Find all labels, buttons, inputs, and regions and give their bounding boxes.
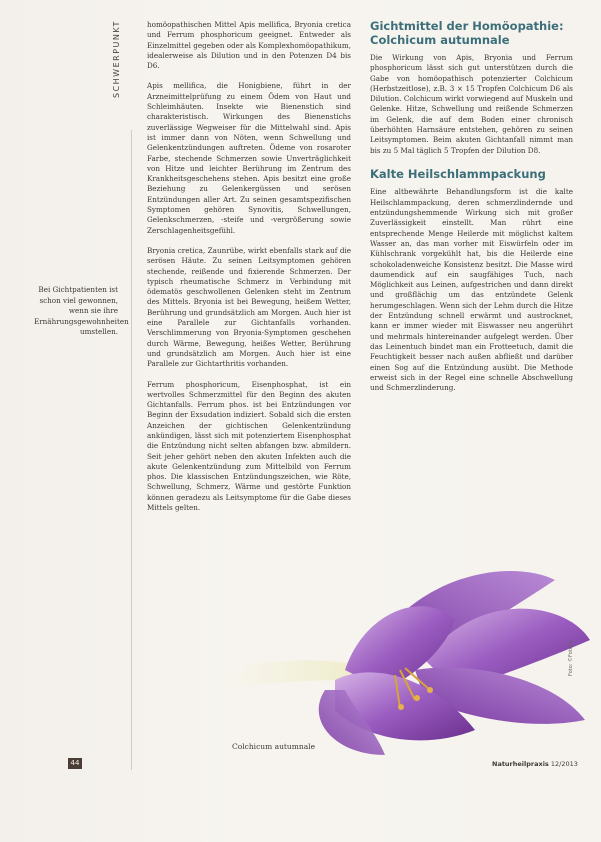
photo-credit: Foto: ©Fotolia [568, 640, 574, 676]
column-divider [131, 130, 132, 770]
heading-gichtmittel-line2: Colchicum autumnale [370, 32, 510, 47]
right-paragraph-1: Die Wirkung von Apis, Bryonia und Ferrum phosphoricum lässt sich gut unterstützen durch die Gabe von homöopathisch potenzierter Colchicum (Herbstzeitlose), z.B. 3 × 15 Tropfen Colchicum D6 als Dilution. Colchicum wirkt vorwiegend auf Muskeln und Gelenke. Hitze, Schwellung und reißende Schmerzen im Gelenk, die auf dem Boden einer chronisch überhöhten Harnsäure entstehen, gehören zu seinen Leitsymptomen. Beim akuten Gichtanfall nimmt man bis zu 5 Mal täglich 5 Tropfen der Dilution D8. [370, 53, 573, 155]
left-paragraph-3: Bryonia cretica, Zaunrübe, wirkt ebenfalls stark auf die serösen Häute. Zu seinen Leitsymptomen gehören stechende, reißende und fixierende Schmerzen. Der typisch rheumatische Schmerz in Verbindung mit ödematös geschwollenen Gelenken steht im Zentrum des Mittels. Bryonia ist bei Bewegung, heißem Wetter, Berührung und grundsätzlich am Morgen. Auch hier ist eine Parallele zur Gichtanfalls vorhanden. Verschlimmerung von Bryonia-Symptomen geschehen durch Wärme, Bewegung, heißes Wetter, Berührung und grundsätzlich am Morgen. Auch hier ist eine Parallele zur Gichtarthritis vorhanden. [147, 245, 351, 369]
left-paragraph-2: Apis mellifica, die Honigbiene, führt in der Arzneimittelprüfung zu einem Ödem von Haut und Schleimhäuten. Insekte wie Bienenstich sind charakteristisch. Wirkungen des Bienenstichs zuverlässige Wegweiser für die Mittelwahl sind. Apis ist immer dann von Nöten, wenn Schwellung und Gelenkentzündungen auftreten. Ödeme von rosaroter Farbe, stechende Schmerzen sowie Unverträglichkeit von Hitze und leichter Berührung im Zentrum des Krankheitsgeschehens stehen. Apis besitzt eine große Beziehung zu Gelenkergüssen und serösen Entzündungen aller Art. Zu seinen gesamtspezifischen Symptomen gehören Synovitis, Schwellungen, Gelenkschmerzen, -steife und -vergrößerung sowie Zerschlagenheitsgefühl. [147, 81, 351, 235]
left-column [147, 20, 351, 523]
heading-gichtmittel [370, 20, 573, 47]
footer [492, 760, 578, 768]
page-number: 44 [68, 758, 82, 769]
section-label: SCHWERPUNKT [112, 20, 121, 98]
right-paragraph-2: Eine altbewährte Behandlungsform ist die kalte Heilschlammpackung, deren schmerzlindernde und entzündungshemmende Wirkung sich mit großer Zuverlässigkeit einstellt. Man rührt eine entsprechende Menge Heilerde mit möglichst kaltem Wasser an, das man vorher mit Eiswürfeln oder im Kühlschrank vorgekühlt hat, bis die Heilerde eine schokoladenweiche Konsistenz besitzt. Die Masse wird daumendick auf ein saugfähiges Tuch, nach Möglichkeit aus Leinen, aufgestrichen und dann direkt und großflächig um das entzündete Gelenk herumgeschlagen. Wenn sich der Lehm durch die Hitze der Entzündung schnell erwärmt und austrocknet, kann er immer wieder mit Eiswasser neu angerührt und mehrmals hintereinander aufgelegt werden. Über das Leinentuch bindet man ein Frotteetuch, damit die Feuchtigkeit besser nach außen abfließt und darüber einen Sog auf die Entzündung ausübt. Die Methode erweist sich in der Regel eine schnelle Abschwellung und Schmerzlinderung. [370, 187, 573, 393]
left-paragraph-4: Ferrum phosphoricum, Eisenphosphat, ist ein wertvolles Schmerzmittel für den Beginn des akuten Gichtanfalls. Ferrum phos. ist bei Entzündungen vor Beginn der Exsudation indiziert. Sobald sich die ersten Anzeichen der gichtischen Gelenkentzündung ankündigen, lässt sich mit potenziertem Eisenphosphat die Entzündung nicht selten abfangen bzw. abmildern. Seit jeher gehört neben den akuten Infekten auch die akute Gelenkentzündung zum Mittelbild von Ferrum phos. Die klassischen Entzündungszeichen, wie Röte, Schwellung, Schmerz, Wärme und gestörte Funktion können geradezu als Leitsymptome für die Gabe dieses Mittels gelten. [147, 379, 351, 513]
heading-gichtmittel-line1: Gichtmittel der Homöopathie: [370, 19, 564, 33]
footer-issue: 12/2013 [550, 760, 578, 768]
left-paragraph-1: homöopathischen Mittel Apis mellifica, Bryonia cretica und Ferrum phosphoricum geeignet. Entweder als Einzelmittel gegeben oder als Komplexhomöopathikum, idealerweise als Dilution und in den Potenzen D4 bis D6. [147, 20, 351, 71]
colchicum-flower-photo [225, 550, 597, 760]
heading-heilschlamm: Kalte Heilschlammpackung [370, 166, 546, 181]
footer-magazine: Naturheilpraxis [492, 760, 549, 768]
side-note: Bei Gichtpatienten ist schon viel gewonnen, wenn sie ihre Ernährungsgewohnheiten umstellen. [34, 285, 129, 336]
right-column [370, 20, 573, 403]
photo-caption: Colchicum autumnale [232, 742, 316, 751]
